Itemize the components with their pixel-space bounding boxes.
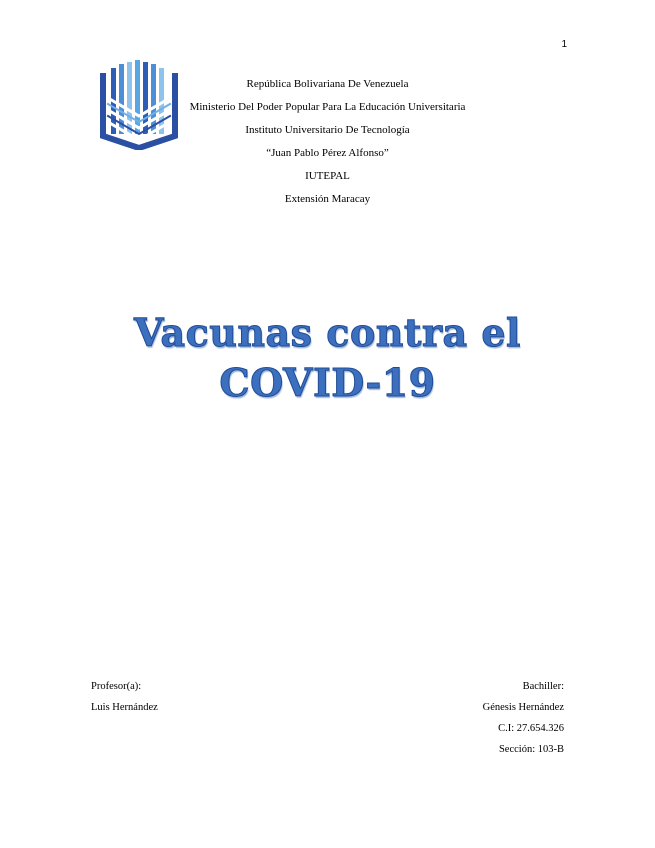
header-acronym: IUTEPAL [305,170,350,182]
student-section: Sección: 103-B [498,744,564,755]
professor-name: Luis Hernández [91,702,158,713]
page-number: 1 [561,39,567,50]
student-name: Génesis Hernández [482,702,564,713]
document-title-line1: Vacunas contra el [134,310,521,355]
student-id: C.I: 27.654.326 [498,723,564,734]
professor-label: Profesor(a): [91,681,142,692]
header-ministry: Ministerio Del Poder Popular Para La Educación Universitaria [189,101,466,113]
document-title-line2: COVID-19 [219,360,436,405]
header-republic: República Bolivariana De Venezuela [246,78,409,90]
header-extension: Extensión Maracay [284,193,371,205]
student-label: Bachiller: [522,681,564,692]
header-institute: Instituto Universitario De Tecnología [245,124,410,136]
header-institute-name: “Juan Pablo Pérez Alfonso” [266,147,389,159]
